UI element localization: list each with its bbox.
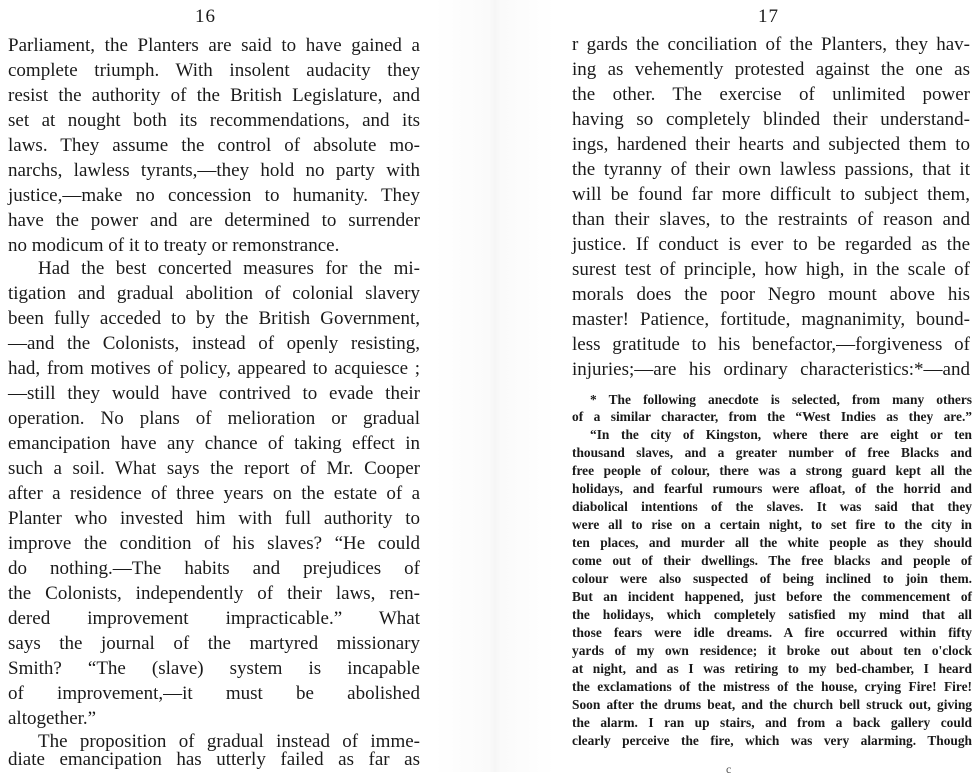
text-line: Had the best concerted measures for the mi- [38,258,420,279]
footnote-line: were all to rise on a certain night, to set fire to the city in [572,517,972,532]
text-line: Parliament, the Planters are said to have gained a [8,35,420,56]
text-line: complete triumph. With insolent audacity they [8,60,420,81]
text-line: less gratitude to his benefactor,—forgiveness of [572,334,970,355]
text-line: the Colonists, independently of their laws, ren- [8,583,420,604]
text-line: justice,—make no concession to humanity. They [8,185,420,206]
text-line: tigation and gradual abolition of colonial slavery [8,283,420,304]
text-line: —and the Colonists, instead of openly resisting, [8,333,420,354]
footnote-line: holidays, and fearful rumours were afloat, of the horrid and [572,481,972,496]
text-line: Smith? “The (slave) system is incapable [8,658,420,679]
text-line: will be found far more difficult to subject them, [572,184,970,205]
footnote-line: diabolical intentions of the slaves. It was said that they [572,499,972,514]
text-line: the tyranny of their own lawless passions, that it [572,159,970,180]
footnote-line: clearly perceive the fire, which was very alarming. Though [572,733,972,748]
footnote-line: colour were also suspected of being inclined to join them. [572,571,972,586]
footnote-line: ten places, and murder all the white people as they should [572,535,972,550]
text-line: surest test of principle, how high, in the scale of [572,259,970,280]
text-line: of improvement,—it must be abolished [8,683,420,704]
footnote-line: the exclamations of the mistress of the house, crying Fire! Fire! [572,679,972,694]
footnote-line: free people of colour, there was a strong guard kept all the [572,463,972,478]
text-line: diate emancipation has utterly failed as far as [8,749,420,770]
footnote-line: “In the city of Kingston, where there are eight or ten [590,427,972,442]
footnote-line: Soon after the drums beat, and the church bell struck out, giving [572,697,972,712]
footnote-line: the alarm. I ran up stairs, and from a back gallery could [572,715,972,730]
text-line: resist the authority of the British Legislature, and [8,85,420,106]
book-gutter [435,0,555,772]
page-number: 17 [758,6,779,27]
footnote-line: But an incident happened, just before the commencement of [572,589,972,604]
text-line: dered improvement impracticable.” What [8,608,420,629]
text-line: improve the condition of his slaves? “He could [8,533,420,554]
text-line: The proposition of gradual instead of imme- [38,731,420,752]
text-line: Planter who invested him with full authority to [8,508,420,529]
text-line: have the power and are determined to surrender [8,210,420,231]
footnote-line: those fears were idle dreams. A fire occurred within fifty [572,625,972,640]
text-line: after a residence of three years on the estate of a [8,483,420,504]
text-line: laws. They assume the control of absolute mo- [8,135,420,156]
text-line: no modicum of it to treaty or remonstrance. [8,235,340,256]
text-line: operation. No plans of melioration or gradual [8,408,420,429]
text-line: had, from motives of policy, appeared to acquiesce ; [8,358,420,379]
footnote-line: of a similar character, from the “West Indies as they are.” [572,409,972,424]
text-line: such a soil. What says the report of Mr. Cooper [8,458,420,479]
text-line: altogether.” [8,708,97,729]
text-line: r gards the conciliation of the Planters, they hav- [572,34,970,55]
footnote-line: come out of their dwellings. The free blacks and people of [572,553,972,568]
text-line: justice. If conduct is ever to be regarded as the [572,234,970,255]
text-line: morals does the poor Negro mount above his [572,284,970,305]
text-line: been fully acceded to by the British Government, [8,308,420,329]
text-line: emancipation have any chance of taking effect in [8,433,420,454]
text-line: set at nought both its recommendations, and its [8,110,420,131]
text-line: having so completely blinded their understand- [572,109,970,130]
footnote-line: the holidays, which completely satisfied my mind that all [572,607,972,622]
text-line: ings, hardened their hearts and subjected them to [572,134,970,155]
text-line: injuries;—are his ordinary characteristics:*—and [572,359,970,380]
text-line: do nothing.—The habits and prejudices of [8,558,420,579]
text-line: ing as vehemently protested against the one as [572,59,970,80]
text-line: —still they would have contrived to evade their [8,383,420,404]
footnote-line: * The following anecdote is selected, from many others [590,392,972,407]
footnote-line: at night, and as I was retiring to my bed-chamber, I heard [572,661,972,676]
left-page [0,0,435,772]
text-line: says the journal of the martyred missionary [8,633,420,654]
footnote-line: thousand slaves, and a greater number of free Blacks and [572,445,972,460]
page-number: 16 [195,6,216,27]
right-page [555,0,980,776]
text-line: master! Patience, fortitude, magnanimity, bound- [572,309,970,330]
catchword-mark: c [726,762,732,776]
text-line: narchs, lawless tyrants,—they hold no party with [8,160,420,181]
text-line: the other. The exercise of unlimited power [572,84,970,105]
text-line: than their slaves, to the restraints of reason and [572,209,970,230]
footnote-line: yards of my own residence; it broke out about ten o'clock [572,643,972,658]
